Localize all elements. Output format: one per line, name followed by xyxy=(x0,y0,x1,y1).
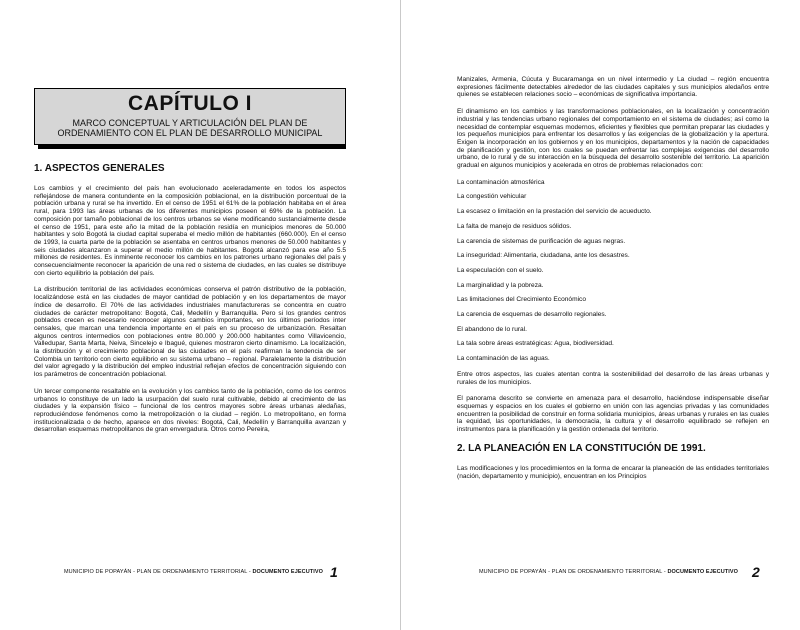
list-item: La tala sobre áreas estratégicas: Agua, biodiversidad. xyxy=(457,340,614,348)
chapter-title: CAPÍTULO I xyxy=(128,92,252,115)
list-item: El abandono de lo rural. xyxy=(457,325,528,333)
list-item: La marginalidad y la pobreza. xyxy=(457,281,544,289)
list-item: La contaminación atmosférica xyxy=(457,178,545,186)
section-heading-aspectos-generales: 1. ASPECTOS GENERALES xyxy=(34,163,165,174)
footer-prefix: MUNICIPIO DE POPAYÁN - PLAN DE ORDENAMIENTO TERRITORIAL - xyxy=(64,569,253,575)
paragraph: El dinamismo en los cambios y las transformaciones poblacionales, en la localización y concentración industrial y las tendencias urbano regionales del comportamiento en el sistema de ciudades; así como la necesidad de contemplar esquemas modernos, eficientes y flexibles que permitan preparar las ciudades y los pequeños municipios para enfrentar los desarrollos y las exigencias de la globalización y la apertura. Exigen la incorporación en los gobiernos y en los municipios, departamentos y la nación de capacidades de planificación y gestión, con los cuales se puedan enfrentar las complejas exigencias del desarrollo urbano, de lo rural y de su interacción en la búsqueda del desarrollo sostenible del territorio. La aparición gradual en algunos municipios y acelerada en otros de problemas relacionados con: xyxy=(457,108,769,170)
paragraph: La distribución territorial de las actividades económicas conserva el patrón distributivo de la población, localizándose está en las ciudades de mayor cantidad de población y en los departamentos de mayor índice de desarrollo. El 70% de las actividades industriales manufactureras se concentra en cuatro ciudades de carácter metropolitano: Bogotá, Cali, Medellín y Barranquilla. Pero si los grandes centros poblados crecen es necesario reconocer algunos cambios importantes, en los últimos períodos inter censales, que marcan una tendencia importante en el país en su proceso de urbanización. Resaltan algunos centros intermedios con poblaciones entre 80.000 y 200.000 habitantes como Villavicencio, Valledupar, Santa Marta, Neiva, Sincelejo e Ibagué, quienes mostraron cierto dinamismo. La localización, la distribución y el crecimiento poblacional de las ciudades en el país reafirman la tendencia de ser Colombia un territorio con cierto equilibrio en su sistema urbano – regional. Paralelamente la distribución del valor agregado y la distribución del empleo industrial reflejan efectos de concentración siguiendo con los parámetros de concentración poblacional. xyxy=(34,286,346,379)
paragraph: Manizales, Armenia, Cúcuta y Bucaramanga en un nivel intermedio y La ciudad – región encuentra expresiones fácilmente detectables alrededor de las ciudades capitales y sus municipios aledaños entre quienes se establecen relaciones socio – económicas de significativa importancia. xyxy=(457,76,769,99)
paragraph: Las modificaciones y los procedimientos en la forma de encarar la planeación de las entidades territoriales (nación, departamento y municipio), encuentran en los Principios xyxy=(457,464,769,480)
list-item: La carencia de sistemas de purificación de aguas negras. xyxy=(457,237,626,245)
page-2 xyxy=(401,0,800,630)
problems-list xyxy=(457,179,769,363)
paragraph: El panorama descrito se convierte en amenaza para el desarrollo, haciéndose indispensable diseñar esquemas y espacios en los cuales el gobierno en unión con las agencias privadas y las comunidades encuentren la posibilidad de construir en forma solidaria municipios, áreas urbanas y rurales en las cuales la equidad, las oportunidades, la democracia, la cultura y el desarrollo equilibrado se reflejen en instrumentos para la planificación y la gestión ordenada del territorio. xyxy=(457,395,769,434)
list-item: La inseguridad: Alimentaria, ciudadana, ante los desastres. xyxy=(457,252,630,260)
list-item: La contaminación de las aguas. xyxy=(457,355,550,363)
page-footer xyxy=(64,569,323,575)
page-number: 2 xyxy=(752,564,760,580)
footer-doc-label: DOCUMENTO EJECUTIVO xyxy=(667,569,739,575)
section-heading-planeacion: 2. LA PLANEACIÓN EN LA CONSTITUCIÓN DE 1991. xyxy=(457,442,706,454)
list-item: Las limitaciones del Crecimiento Económico xyxy=(457,296,586,304)
list-item: La congestión vehicular xyxy=(457,193,527,201)
page-footer xyxy=(479,569,738,575)
chapter-header xyxy=(34,88,346,145)
page-2-content xyxy=(457,76,769,560)
list-item: La carencia de esquemas de desarrollo regionales. xyxy=(457,311,607,319)
paragraph: Entre otros aspectos, las cuales atentan contra la sostenibilidad del desarrollo de las áreas urbanas y rurales de los municipios. xyxy=(457,370,769,386)
paragraph: Un tercer componente resaltable en la evolución y los cambios tanto de la población, como de los centros urbanos lo constituye de un lado la usurpación del suelo rural cultivable, debido al crecimiento de las ciudades y la expansión físico – funcional de los centros mayores sobre áreas urbanas aledañas, reproduciéndose fenómenos como la metropolización o la ciudad – región. Lo metropolitano, en forma institucionalizada o de hecho, aparece en dos niveles: Bogotá, Cali, Medellín y Barranquilla avanzan y desarrollan esquemas metropolitanos de gran envergadura. Otros como Pereira, xyxy=(34,387,346,434)
page-1-content xyxy=(34,88,346,560)
list-item: La especulación con el suelo. xyxy=(457,266,544,274)
list-item: La escasez o limitación en la prestación del servicio de acueducto. xyxy=(457,208,652,216)
list-item: La falta de manejo de residuos sólidos. xyxy=(457,222,572,230)
footer-prefix: MUNICIPIO DE POPAYÁN - PLAN DE ORDENAMIENTO TERRITORIAL - xyxy=(479,569,668,575)
footer-doc-label: DOCUMENTO EJECUTIVO xyxy=(252,569,324,575)
page-number: 1 xyxy=(330,564,338,580)
chapter-subtitle: MARCO CONCEPTUAL Y ARTICULACIÓN DEL PLAN DE ORDENAMIENTO CON EL PLAN DE DESARROLLO MUNICIPAL xyxy=(57,118,323,138)
paragraph: Los cambios y el crecimiento del país han evolucionado aceleradamente en todos los aspectos reflejándose de manera contundente en la composición poblacional, en la distribución porcentual de la población urbana y rural se ha invertido. En el censo de 1951 el 61% de la población habitaba en el área rural, para 1993 las áreas urbanas de los diferentes municipios poseen el 69% de la población. La composición por tamaño poblacional de los centros urbanos se viene modificando sustancialmente desde el censo de 1951, para este año la mitad de la población residía en municipios menores de 50.000 habitantes y solo Bogotá la ciudad capital superaba el medio millón de habitantes (660.000). En el censo de 1993, la cuarta parte de la población se asentaba en centros urbanos menores de 50.000 habitantes y seis ciudades alcanzaron a superar el medio millón de habitantes. Bogotá alcanzó para ese año 5.5 millones de residentes. Es inminente reconocer los cambios en los patrones urbano regionales del país y consecuencialmente reconocer la aparición de una red o sistema de ciudades, en las cuales se distribuye con cierto equilibrio la población del país. xyxy=(34,185,346,277)
